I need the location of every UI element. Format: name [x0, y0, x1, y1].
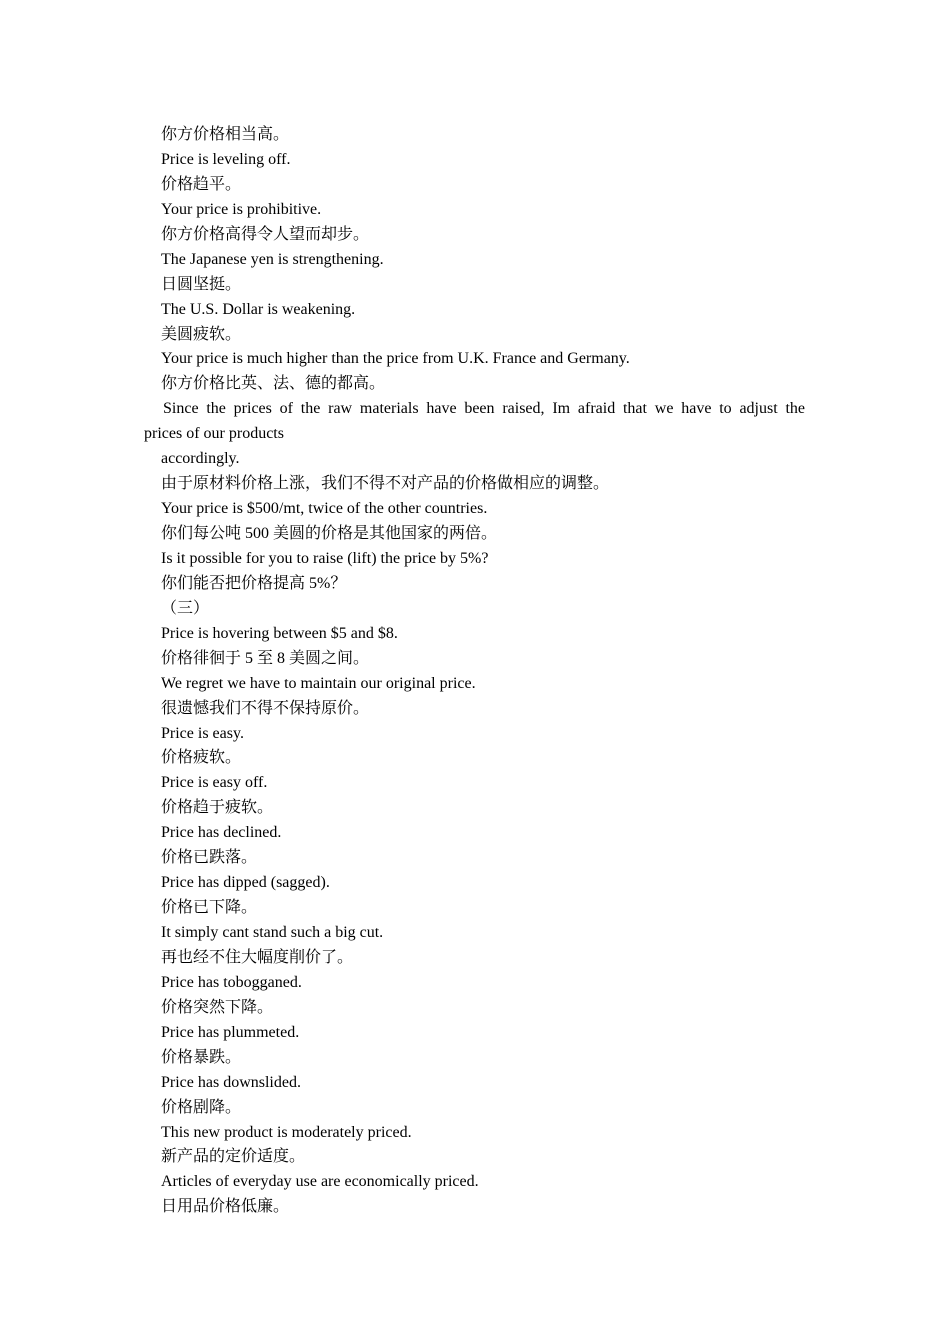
- text-line: 很遗憾我们不得不保持原价。: [161, 699, 370, 717]
- text-line: prices of our products: [144, 425, 284, 443]
- text-line: accordingly.: [161, 450, 240, 468]
- text-line: Price is hovering between $5 and $8.: [161, 624, 398, 642]
- text-line: Your price is much higher than the price from U.K. France and Germany.: [161, 350, 630, 368]
- text-line: 你们能否把价格提高 5%？: [161, 574, 347, 592]
- text-line: We regret we have to maintain our original price.: [161, 674, 476, 692]
- text-line: 价格暴跌。: [161, 1048, 242, 1066]
- text-line: 价格趋于疲软。: [161, 799, 274, 817]
- text-line: 你方价格比英、法、德的都高。: [161, 375, 386, 393]
- text-line: Price has tobogganed.: [161, 973, 302, 991]
- text-line: 价格疲软。: [161, 749, 242, 767]
- text-line: 价格趋平。: [161, 175, 242, 193]
- text-line: Price is easy.: [161, 724, 244, 742]
- text-line: Your price is $500/mt, twice of the other countries.: [161, 500, 488, 518]
- text-line: 美圆疲软。: [161, 325, 242, 343]
- text-line: Articles of everyday use are economically priced.: [161, 1173, 479, 1191]
- text-line: Price has declined.: [161, 824, 282, 842]
- text-line: 你方价格相当高。: [161, 126, 290, 143]
- text-line: Price is easy off.: [161, 774, 268, 792]
- text-line: The Japanese yen is strengthening.: [161, 250, 384, 268]
- text-line: 价格已跌落。: [161, 849, 258, 867]
- text-line: 日圆坚挺。: [161, 275, 242, 293]
- text-line: 再也经不住大幅度削价了。: [161, 948, 354, 966]
- text-line: It simply cant stand such a big cut.: [161, 924, 384, 941]
- text-line: Price is leveling off.: [161, 150, 291, 168]
- text-line: Price has plummeted.: [161, 1023, 300, 1041]
- text-line: 你们每公吨 500 美圆的价格是其他国家的两倍。: [161, 525, 498, 542]
- text-line: 新产品的定价适度。: [161, 1148, 306, 1166]
- text-line: 价格已下降。: [161, 899, 258, 917]
- document-body: [144, 123, 805, 1220]
- text-line: 你方价格高得令人望而却步。: [161, 225, 370, 243]
- section-heading: （三）: [161, 599, 210, 617]
- text-line: The U.S. Dollar is weakening.: [161, 300, 356, 318]
- text-line: Since the prices of the raw materials have been raised, Im afraid that we have to adjust the: [163, 400, 805, 418]
- text-line: 价格徘徊于 5 至 8 美圆之间。: [161, 649, 370, 667]
- text-line: Is it possible for you to raise (lift) the price by 5%?: [161, 549, 489, 567]
- text-line: Your price is prohibitive.: [161, 200, 322, 218]
- text-line: 日用品价格低廉。: [161, 1198, 290, 1216]
- text-line: Price has downslided.: [161, 1073, 301, 1091]
- text-line: Price has dipped (sagged).: [161, 874, 330, 892]
- text-line: 由于原材料价格上涨，我们不得不对产品的价格做相应的调整。: [161, 475, 610, 493]
- text-line: 价格剧降。: [161, 1098, 242, 1116]
- text-line: 价格突然下降。: [161, 998, 274, 1016]
- text-line: This new product is moderately priced.: [161, 1123, 412, 1141]
